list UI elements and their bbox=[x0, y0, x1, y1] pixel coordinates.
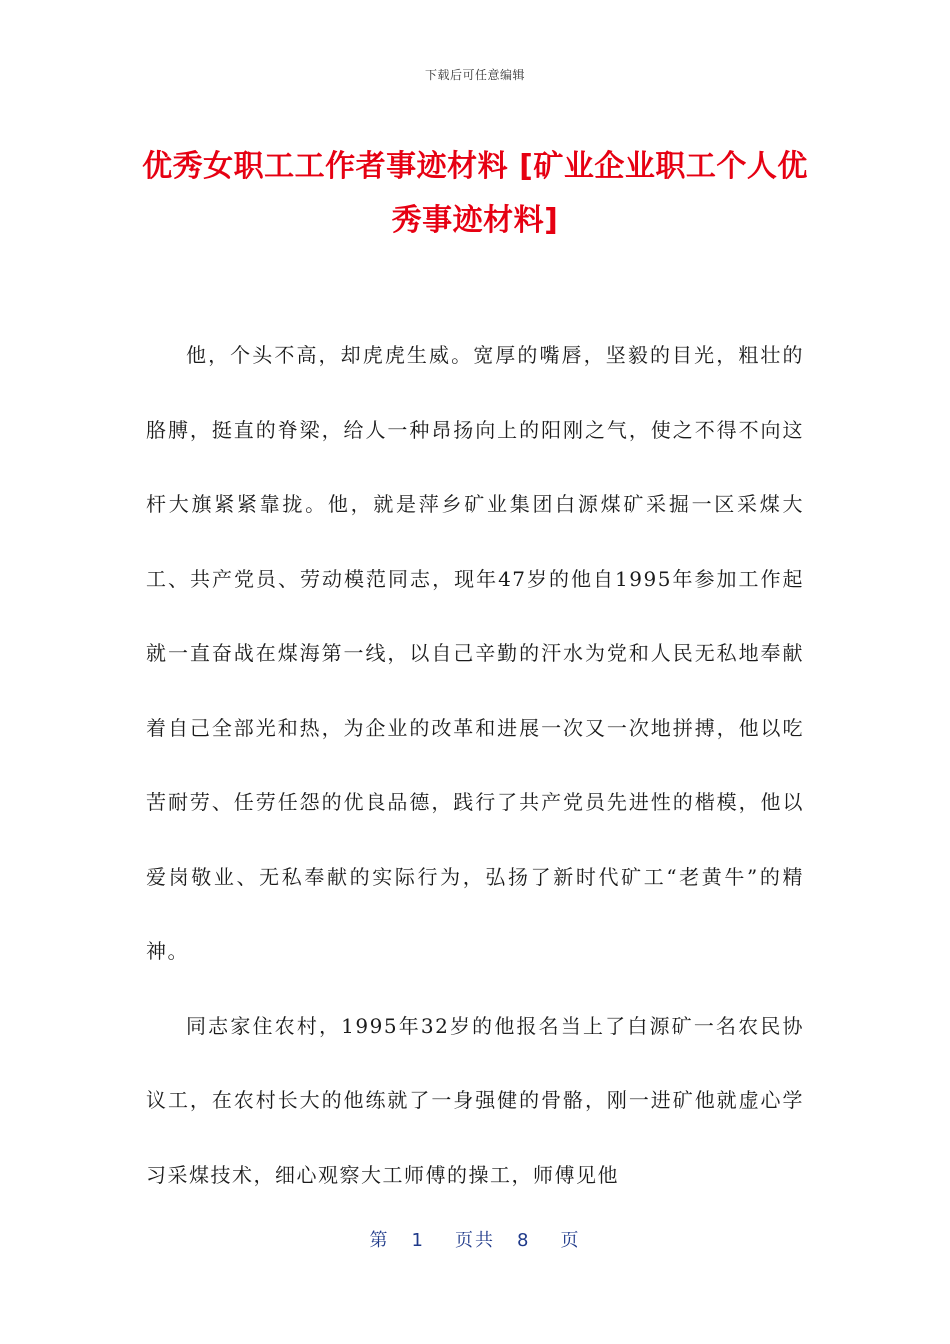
page-prefix: 第 bbox=[369, 1230, 390, 1251]
page-middle: 页共 bbox=[455, 1230, 495, 1251]
page-suffix: 页 bbox=[560, 1230, 581, 1251]
page-footer bbox=[0, 1226, 950, 1252]
header-note: 下载后可任意编辑 bbox=[424, 68, 525, 82]
document-title: 优秀女职工工作者事迹材料 [矿业企业职工个人优秀事迹材料] bbox=[142, 149, 808, 238]
total-pages: 8 bbox=[517, 1230, 531, 1251]
paragraph: 同志家住农村，1995年32岁的他报名当上了白源矿一名农民协议工，在农村长大的他练就了一身强健的骨骼，刚一进矿他就虚心学习采煤技术，细心观察大工师傅的操工，师傅见他 bbox=[146, 1013, 804, 1187]
page-number: 1 bbox=[411, 1230, 425, 1251]
document-body bbox=[146, 318, 804, 1212]
paragraph: 他，个头不高，却虎虎生威。宽厚的嘴唇，坚毅的目光，粗壮的胳膊，挺直的脊梁，给人一种昂扬向上的阳刚之气，使之不得不向这杆大旗紧紧靠拢。他，就是萍乡矿业集团白源煤矿采掘一区采煤大工、共产党员、劳动模范同志，现年47岁的他自1995年参加工作起就一直奋战在煤海第一线，以自己辛勤的汗水为党和人民无私地奉献着自己全部光和热，为企业的改革和进展一次又一次地拼搏，他以吃苦耐劳、任劳任怨的优良品德，践行了共产党员先进性的楷模，他以爱岗敬业、无私奉献的实际行为，弘扬了新时代矿工“老黄牛”的精神。 bbox=[146, 343, 804, 963]
